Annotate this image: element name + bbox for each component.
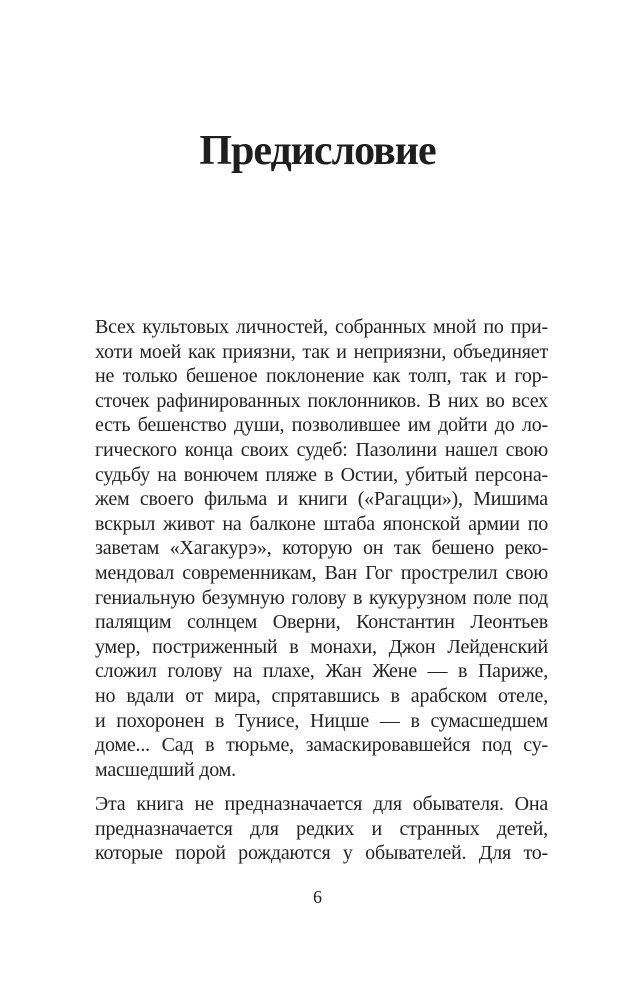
text-line: сложил голову на плахе, Жан Жене — в Париже, <box>95 660 548 683</box>
paragraph-1 <box>95 315 548 782</box>
text-line: жем своего фильма и книги («Рагацци»), Мишима <box>95 488 548 511</box>
text-line: вскрыл живот на балконе штаба японской армии по <box>95 512 548 535</box>
text-line: сточек рафинированных поклонников. В них во всех <box>95 389 548 412</box>
text-line: мендовал современникам, Ван Гог прострелил свою <box>95 561 548 584</box>
text-line: масшедший дом. <box>95 758 236 781</box>
text-line: Всех культовых личностей, собранных мной по при- <box>95 316 548 338</box>
text-line: гениальную безумную голову в кукурузном поле под <box>95 586 548 609</box>
text-line: не только бешеное поклонение как толп, так и гор- <box>95 365 548 388</box>
text-line: судьбу на вонючем пляже в Остии, убитый персона- <box>95 463 548 486</box>
text-line: и похоронен в Тунисе, Ницше — в сумасшедшем <box>95 709 548 732</box>
text-line: Эта книга не предназначается для обывателя. Она <box>95 793 548 816</box>
paragraph-2 <box>95 792 548 866</box>
text-line: которые порой рождаются у обывателей. Для то- <box>95 842 548 865</box>
text-line: доме... Сад в тюрьме, замаскировавшейся под су- <box>95 734 548 757</box>
text-line: заветам «Хагакурэ», которую он так бешено реко- <box>95 537 548 560</box>
page-number: 6 <box>313 887 322 907</box>
text-line: есть бешенство души, позволившее им дойти до ло- <box>95 414 548 437</box>
text-line: предназначается для редких и странных детей, <box>95 817 548 840</box>
text-line: палящим солнцем Оверни, Константин Леонтьев <box>95 611 548 634</box>
chapter-title: Предисловие <box>199 128 436 174</box>
text-line: гического конца своих судеб: Пазолини нашел свою <box>95 438 548 461</box>
text-line: умер, постриженный в монахи, Джон Лейденский <box>95 635 548 658</box>
text-line: хоти моей как приязни, так и неприязни, объединяет <box>95 340 548 363</box>
text-line: но вдали от мира, спрятавшись в арабском отеле, <box>95 684 548 707</box>
body-text <box>95 315 548 866</box>
